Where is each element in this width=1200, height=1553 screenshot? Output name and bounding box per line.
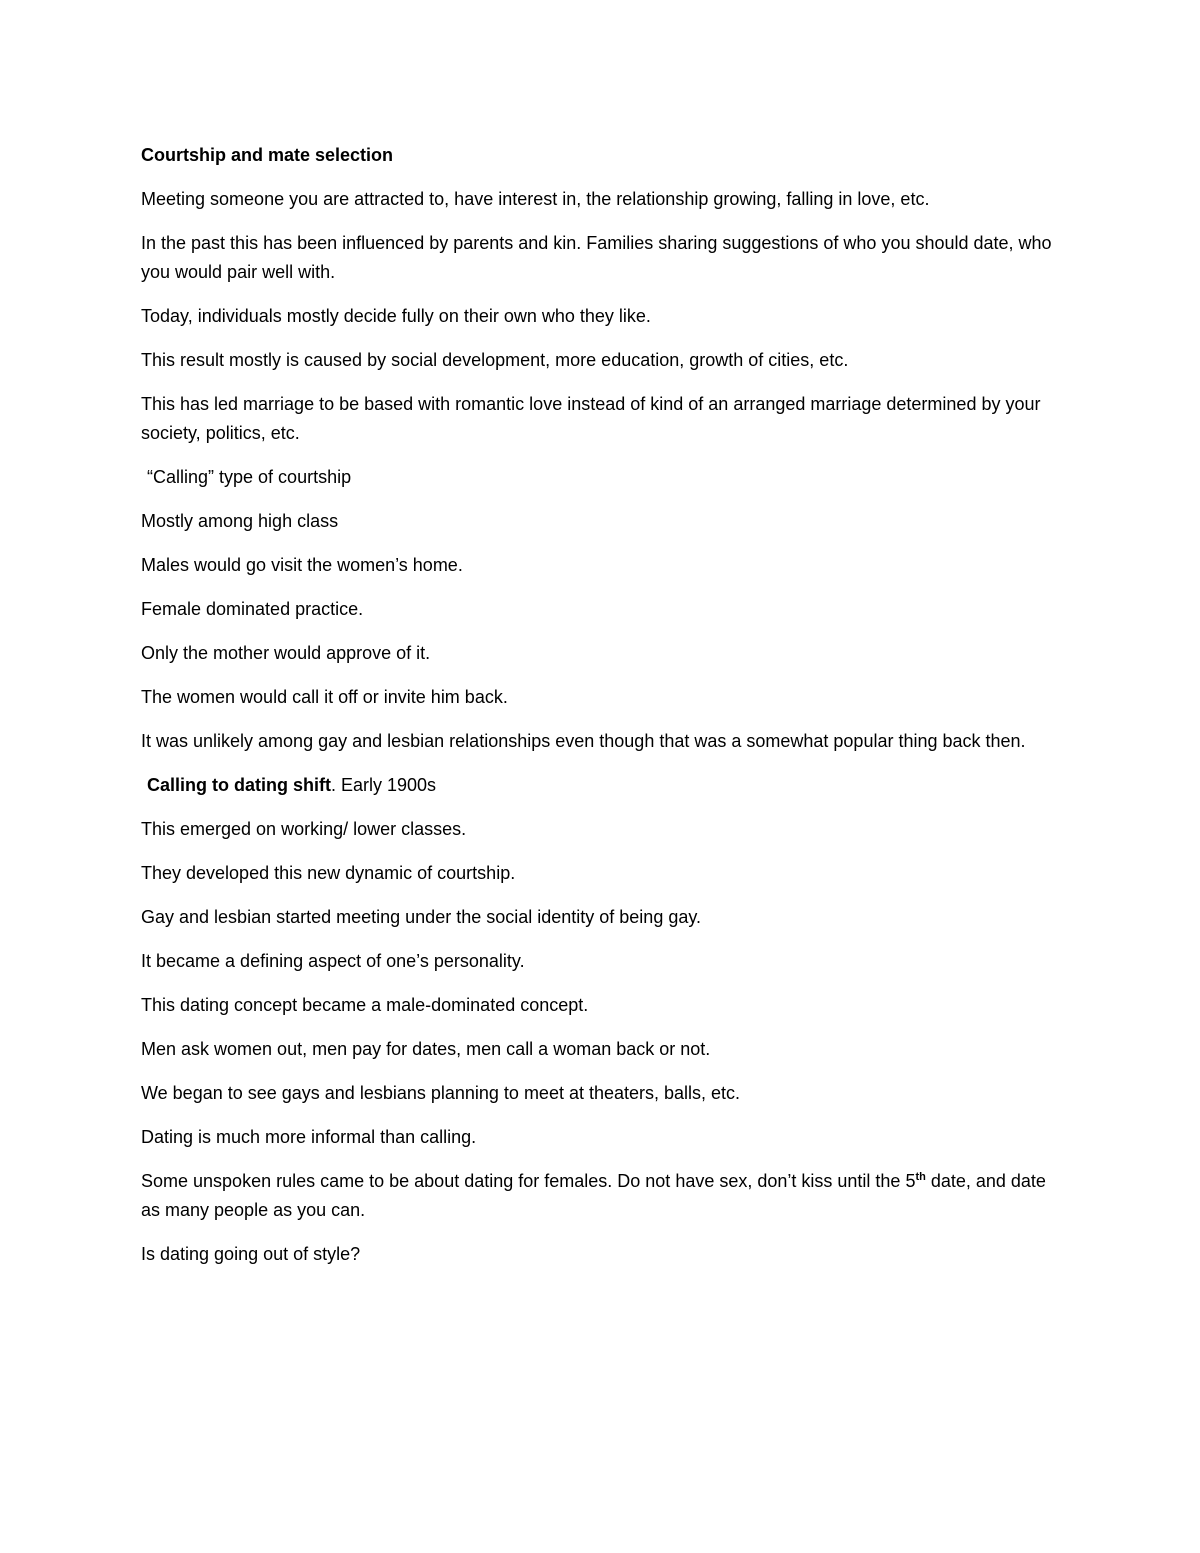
document-title: Courtship and mate selection [141,145,394,165]
rules-text-before: Some unspoken rules came to be about dating for females. Do not have sex, don’t kiss until the 5 [141,1171,916,1191]
paragraph: Dating is much more informal than calling. [141,1127,477,1147]
document-body [141,141,1061,1284]
paragraph: In the past this has been influenced by parents and kin. Families sharing suggestions of who you should date, who you would pair well with. [141,233,1052,282]
paragraph: Gay and lesbian started meeting under the social identity of being gay. [141,907,702,927]
ordinal-suffix: th [915,1171,926,1183]
paragraph: This emerged on working/ lower classes. [141,819,467,839]
paragraph: Men ask women out, men pay for dates, men call a woman back or not. [141,1039,711,1059]
paragraph: It was unlikely among gay and lesbian relationships even though that was a somewhat popular thing back then. [141,731,1026,751]
paragraph: Female dominated practice. [141,599,364,619]
section-heading-bold: Calling to dating shift [147,775,331,795]
paragraph: They developed this new dynamic of courtship. [141,863,516,883]
paragraph: It became a defining aspect of one’s personality. [141,951,525,971]
paragraph: Meeting someone you are attracted to, have interest in, the relationship growing, falling in love, etc. [141,189,930,209]
rules-text-after: date, and date as many people as you can. [141,1171,1046,1220]
paragraph: Males would go visit the women’s home. [141,555,463,575]
paragraph: This has led marriage to be based with romantic love instead of kind of an arranged marriage determined by your society, politics, etc. [141,394,1041,443]
paragraph: The women would call it off or invite him back. [141,687,508,707]
paragraph: We began to see gays and lesbians planning to meet at theaters, balls, etc. [141,1083,741,1103]
paragraph: Mostly among high class [141,511,339,531]
paragraph: This dating concept became a male-dominated concept. [141,995,589,1015]
paragraph: This result mostly is caused by social development, more education, growth of cities, etc. [141,350,849,370]
paragraph-rules [141,1167,1061,1225]
section-heading [141,771,1061,800]
section-heading-rest: . Early 1900s [330,775,437,795]
paragraph-closing: Is dating going out of style? [141,1244,361,1264]
paragraph: “Calling” type of courtship [147,467,352,487]
paragraph: Today, individuals mostly decide fully on their own who they like. [141,306,651,326]
paragraph: Only the mother would approve of it. [141,643,431,663]
